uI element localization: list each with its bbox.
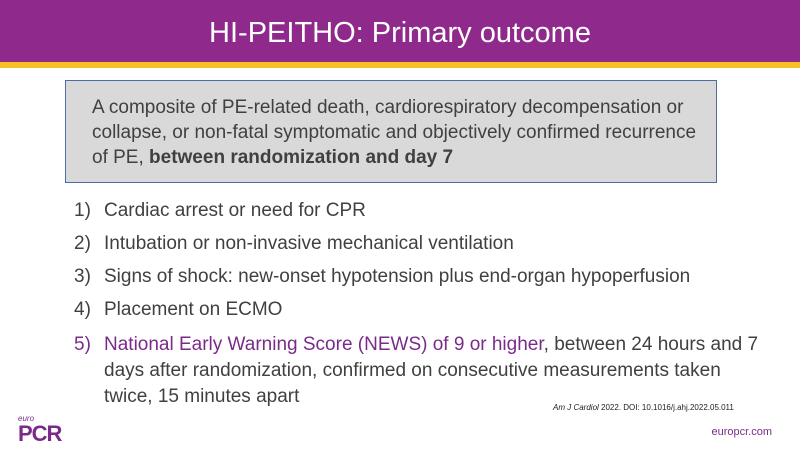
citation-journal: Am J Cardiol	[553, 403, 599, 412]
list-item-number: 1)	[74, 200, 91, 221]
list-item-text: Cardiac arrest or need for CPR	[104, 200, 366, 221]
list-item	[74, 233, 774, 255]
list-item-highlighted	[74, 332, 774, 410]
list-item-text: Intubation or non-invasive mechanical ventilation	[104, 233, 514, 254]
citation	[553, 403, 734, 412]
list-item-text: , between 24 hours and 7 days after randomization, confirmed on consecutive measurements taken twice, 15 minutes apart	[104, 334, 759, 407]
list-item-number: 4)	[74, 299, 91, 320]
logo-pcr-text: PCR	[18, 421, 62, 446]
site-url: europcr.com	[711, 426, 772, 438]
list-item-number: 5)	[74, 334, 91, 355]
list-item-number: 3)	[74, 266, 91, 287]
list-item	[74, 200, 774, 222]
europcr-logo	[18, 414, 68, 446]
list-item	[74, 299, 774, 321]
definition-text: A composite of PE-related death, cardiorespiratory decompensation or collapse, or non-fatal symptomatic and objectively confirmed recurrence of PE,	[92, 97, 697, 168]
definition-box	[65, 80, 717, 183]
citation-details: 2022. DOI: 10.1016/j.ahj.2022.05.011	[598, 403, 734, 412]
slide-title: HI-PEITHO: Primary outcome	[209, 16, 591, 49]
list-item-text: Signs of shock: new-onset hypotension plus end-organ hypoperfusion	[104, 266, 691, 287]
definition-bold-text: between randomization and day 7	[149, 147, 454, 168]
outcome-list	[74, 200, 774, 410]
title-bar	[0, 0, 800, 62]
list-item	[74, 266, 774, 288]
news-score-highlight: National Early Warning Score (NEWS) of 9 or higher	[104, 334, 544, 355]
logo-euro-text: euro	[18, 414, 35, 423]
accent-bar	[0, 62, 800, 68]
list-item-text: Placement on ECMO	[104, 299, 283, 320]
list-item-number: 2)	[74, 233, 91, 254]
